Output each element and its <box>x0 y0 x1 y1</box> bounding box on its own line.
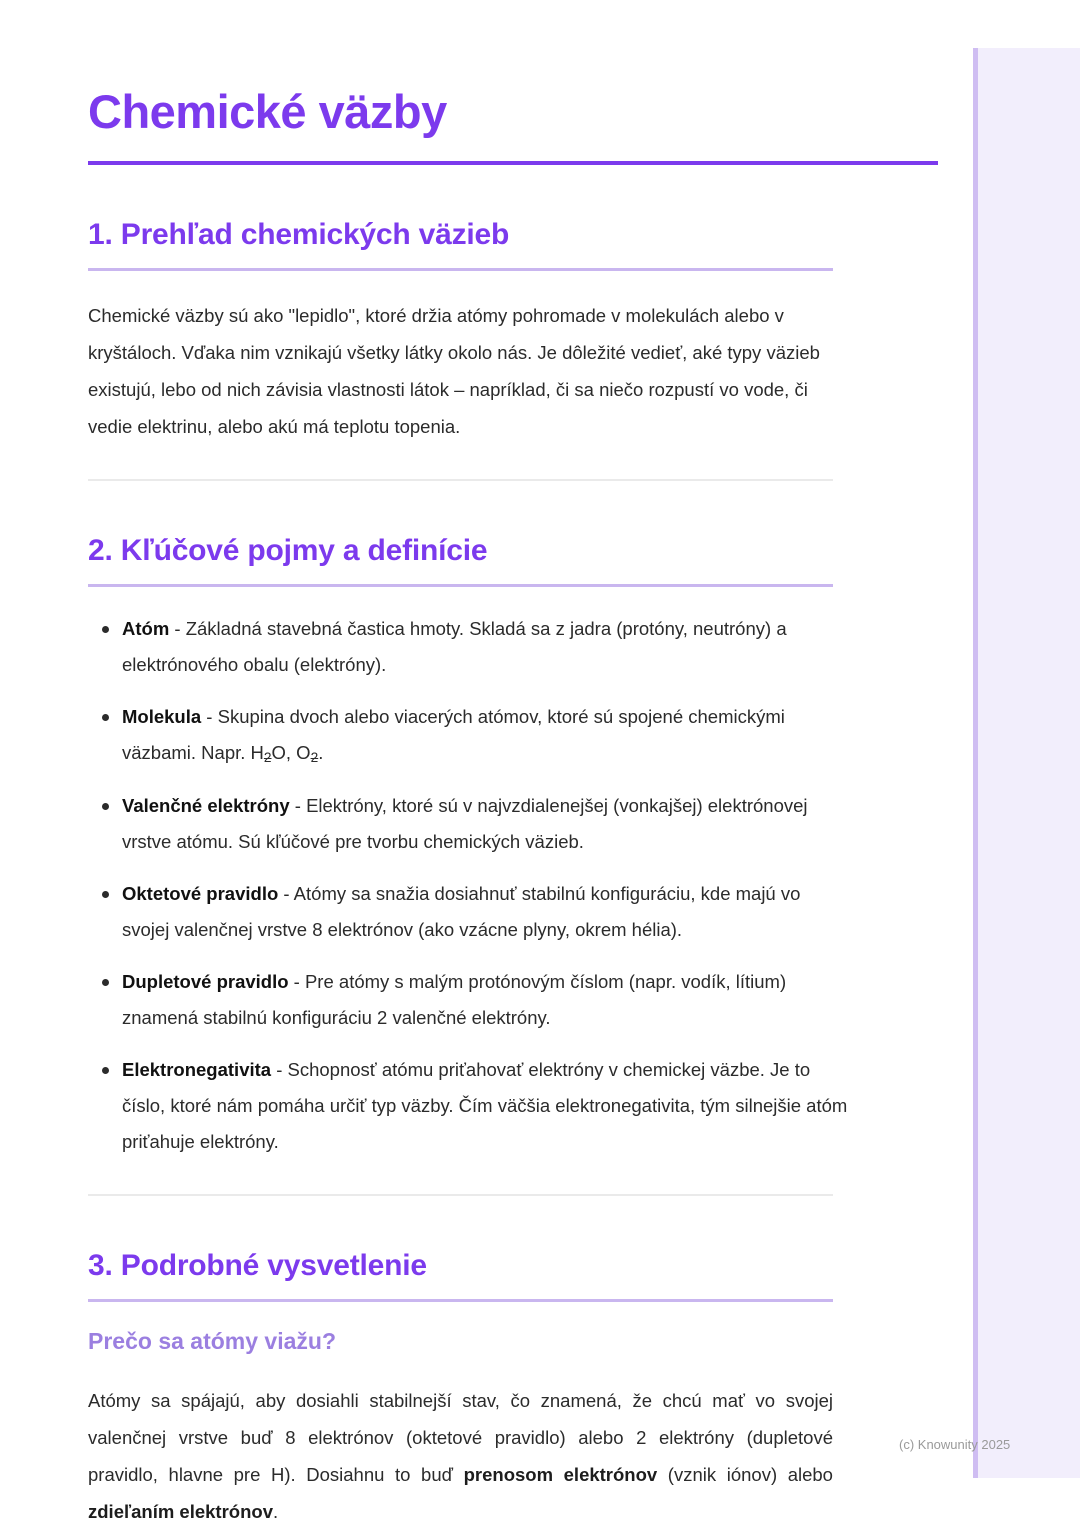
term-definition: - Základná stavebná častica hmoty. Skladá sa z jadra (protóny, neutróny) a elektrónového obalu (elektróny). <box>122 617 787 675</box>
term-label: Valenčné elektróny <box>122 794 290 816</box>
section-heading-2: 2. Kľúčové pojmy a definície <box>88 533 488 567</box>
term-label: Atóm <box>122 617 170 639</box>
list-item <box>88 876 848 948</box>
subsection-heading: Prečo sa atómy viažu? <box>88 1328 336 1355</box>
title-divider <box>88 161 938 165</box>
paragraph-bold-2: zdieľaním elektrónov <box>88 1500 273 1522</box>
section-key-terms <box>88 533 938 1160</box>
section-detailed-explanation <box>88 1248 938 1530</box>
term-definition: - Atómy sa snažia dosiahnuť stabilnú konfiguráciu, kde majú vo svojej valenčnej vrstve 8 elektrónov (ako vzácne plyny, okrem hélia). <box>122 882 801 940</box>
term-definition: - Pre atómy s malým protónovým číslom (napr. vodík, lítium) znamená stabilnú konfiguráciu 2 valenčné elektróny. <box>122 970 787 1028</box>
term-definition: - Skupina dvoch alebo viacerých atómov, ktoré sú spojené chemickými väzbami. Napr. H <box>122 705 785 763</box>
list-item <box>88 611 848 683</box>
term-label: Dupletové pravidlo <box>122 970 289 992</box>
paragraph-bold-1: prenosom elektrónov <box>463 1463 658 1485</box>
section-heading-rule-2 <box>88 584 833 587</box>
subscript-two: 2 <box>310 749 319 765</box>
term-label: Elektronegativita <box>122 1058 272 1080</box>
term-definition: - Elektróny, ktoré sú v najvzdialenejšej (vonkajšej) elektrónovej vrstve atómu. Sú kľúčové pre tvorbu chemických väzieb. <box>122 794 808 852</box>
term-label: Molekula <box>122 705 202 727</box>
section-heading-rule-1 <box>88 268 833 271</box>
list-item <box>88 1052 848 1160</box>
decorative-side-panel <box>973 48 1080 1478</box>
term-definition-mid: O, O <box>271 741 311 763</box>
term-definition: - Schopnosť atómu priťahovať elektróny v chemickej väzbe. Je to číslo, ktoré nám pomáha určiť typ väzby. Čím väčšia elektronegativita, tým silnejšie atóm priťahuje elektróny. <box>122 1058 848 1152</box>
page-title: Chemické väzby <box>88 85 447 138</box>
term-label: Oktetové pravidlo <box>122 882 279 904</box>
list-item <box>88 788 848 860</box>
document-content <box>88 86 938 1530</box>
section-separator-2 <box>88 1194 833 1196</box>
paragraph-text-part-1: Atómy sa spájajú, aby dosiahli stabilnejší stav, čo znamená, že chcú mať vo svojej valenčnej vrstve buď 8 elektrónov (oktetové pravidlo) alebo 2 elektróny (dupletové pravidlo, hlavne pre H). Dosiahnu to buď <box>88 1389 833 1485</box>
paragraph-text-part-2: (vznik iónov) alebo <box>657 1463 833 1485</box>
subscript-two: 2 <box>263 749 272 765</box>
copyright-watermark: (c) Knowunity 2025 <box>899 1437 1011 1452</box>
paragraph-text-part-3: . <box>272 1500 279 1522</box>
section-heading-3: 3. Podrobné vysvetlenie <box>88 1249 427 1283</box>
key-terms-list <box>88 611 848 1160</box>
list-item <box>88 964 848 1036</box>
section-heading-1: 1. Prehľad chemických väzieb <box>88 217 510 251</box>
section-separator-1 <box>88 479 833 481</box>
list-item <box>88 699 848 772</box>
section-overview <box>88 217 938 445</box>
section-3-paragraph <box>88 1382 833 1530</box>
term-definition-end: . <box>318 741 324 763</box>
section-1-paragraph: Chemické väzby sú ako "lepidlo", ktoré držia atómy pohromade v molekulách alebo v kryštáloch. Vďaka nim vznikajú všetky látky okolo nás. Je dôležité vedieť, aké typy väzieb existujú, lebo od nich závisia vlastnosti látok – napríklad, či sa niečo rozpustí vo vode, či vedie elektrinu, alebo akú má teplotu topenia. <box>88 304 820 437</box>
